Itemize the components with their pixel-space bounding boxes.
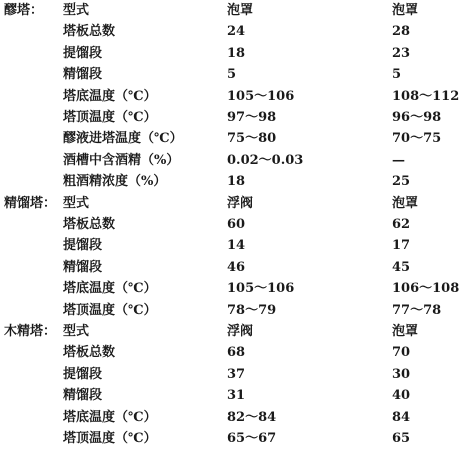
parameter-label: 塔顶温度（℃）	[63, 431, 157, 446]
section-label: 木精塔：	[4, 324, 57, 339]
value-col1: 0.02～0.03	[227, 152, 304, 168]
table-row	[0, 236, 469, 256]
table-row	[0, 301, 469, 321]
value-col1: 82～84	[227, 409, 277, 425]
value-col2: —	[392, 152, 405, 168]
parameter-label: 醪液进塔温度（℃）	[63, 131, 183, 147]
table-row	[0, 151, 469, 171]
value-col1: 75～80	[227, 131, 277, 147]
table-row	[0, 108, 469, 128]
value-col2: 106～108	[392, 281, 460, 297]
table-row	[0, 279, 469, 299]
parameter-label: 精馏段	[63, 388, 103, 404]
value-col1: 泡罩	[227, 3, 254, 18]
parameter-label: 提馏段	[63, 238, 103, 254]
parameter-label: 塔底温度（℃）	[63, 409, 157, 425]
parameter-label: 塔板总数	[63, 217, 116, 232]
value-col2: 70	[392, 345, 411, 361]
table-row	[0, 343, 469, 363]
table-row	[0, 215, 469, 235]
parameter-label: 精馏段	[63, 259, 103, 275]
parameter-label: 型式	[63, 324, 90, 339]
value-col2: 泡罩	[392, 195, 419, 211]
table-row	[0, 194, 469, 214]
value-col2: 108～112	[392, 88, 460, 104]
parameter-label: 塔顶温度（℃）	[63, 302, 157, 318]
value-col1: 浮阀	[227, 324, 254, 339]
value-col1: 60	[227, 217, 246, 232]
section-label: 醪塔：	[4, 3, 44, 18]
value-col2: 5	[392, 67, 402, 83]
value-col2: 25	[392, 174, 411, 190]
table-row	[0, 129, 469, 149]
section-label: 精馏塔：	[4, 195, 57, 211]
parameter-label: 塔底温度（℃）	[63, 281, 157, 297]
value-col1: 18	[227, 174, 246, 190]
table-row	[0, 322, 469, 342]
parameter-label: 粗酒精浓度（%）	[63, 174, 167, 190]
table-row	[0, 408, 469, 428]
value-col1: 14	[227, 238, 246, 254]
value-col2: 77～78	[392, 302, 442, 318]
value-col2: 40	[392, 388, 411, 404]
parameter-label: 酒槽中含酒精（%）	[63, 152, 180, 168]
table-row	[0, 172, 469, 192]
table-row	[0, 22, 469, 42]
value-col1: 46	[227, 259, 246, 275]
value-col2: 23	[392, 45, 411, 61]
value-col1: 18	[227, 45, 246, 61]
parameter-label: 塔板总数	[63, 345, 116, 361]
parameter-label: 精馏段	[63, 67, 103, 83]
value-col2: 45	[392, 259, 411, 275]
table-row	[0, 44, 469, 64]
value-col1: 78～79	[227, 302, 277, 318]
value-col1: 105～106	[227, 88, 295, 104]
table-row	[0, 87, 469, 107]
value-col1: 97～98	[227, 110, 277, 125]
parameter-label: 提馏段	[63, 45, 103, 61]
value-col1: 65～67	[227, 431, 277, 446]
value-col1: 37	[227, 366, 246, 382]
parameter-label: 型式	[63, 3, 90, 18]
table-row	[0, 429, 469, 449]
value-col2: 泡罩	[392, 3, 419, 18]
table-row	[0, 365, 469, 385]
parameter-label: 塔底温度（℃）	[63, 88, 157, 104]
value-col2: 70～75	[392, 131, 442, 147]
value-col2: 30	[392, 366, 411, 382]
value-col1: 24	[227, 24, 246, 40]
value-col2: 65	[392, 431, 411, 446]
parameter-label: 提馏段	[63, 366, 103, 382]
table-row	[0, 258, 469, 278]
value-col1: 5	[227, 67, 237, 83]
parameter-label: 塔顶温度（℃）	[63, 110, 157, 125]
table-row	[0, 386, 469, 406]
value-col1: 31	[227, 388, 246, 404]
parameter-label: 型式	[63, 195, 90, 211]
value-col1: 68	[227, 345, 246, 361]
value-col2: 96～98	[392, 110, 442, 125]
value-col2: 28	[392, 24, 411, 40]
value-col2: 17	[392, 238, 411, 254]
value-col2: 泡罩	[392, 324, 419, 339]
table-row	[0, 65, 469, 85]
value-col1: 105～106	[227, 281, 295, 297]
parameter-label: 塔板总数	[63, 24, 116, 40]
value-col2: 62	[392, 217, 411, 232]
table-row	[0, 1, 469, 21]
value-col1: 浮阀	[227, 195, 254, 211]
value-col2: 84	[392, 409, 411, 425]
